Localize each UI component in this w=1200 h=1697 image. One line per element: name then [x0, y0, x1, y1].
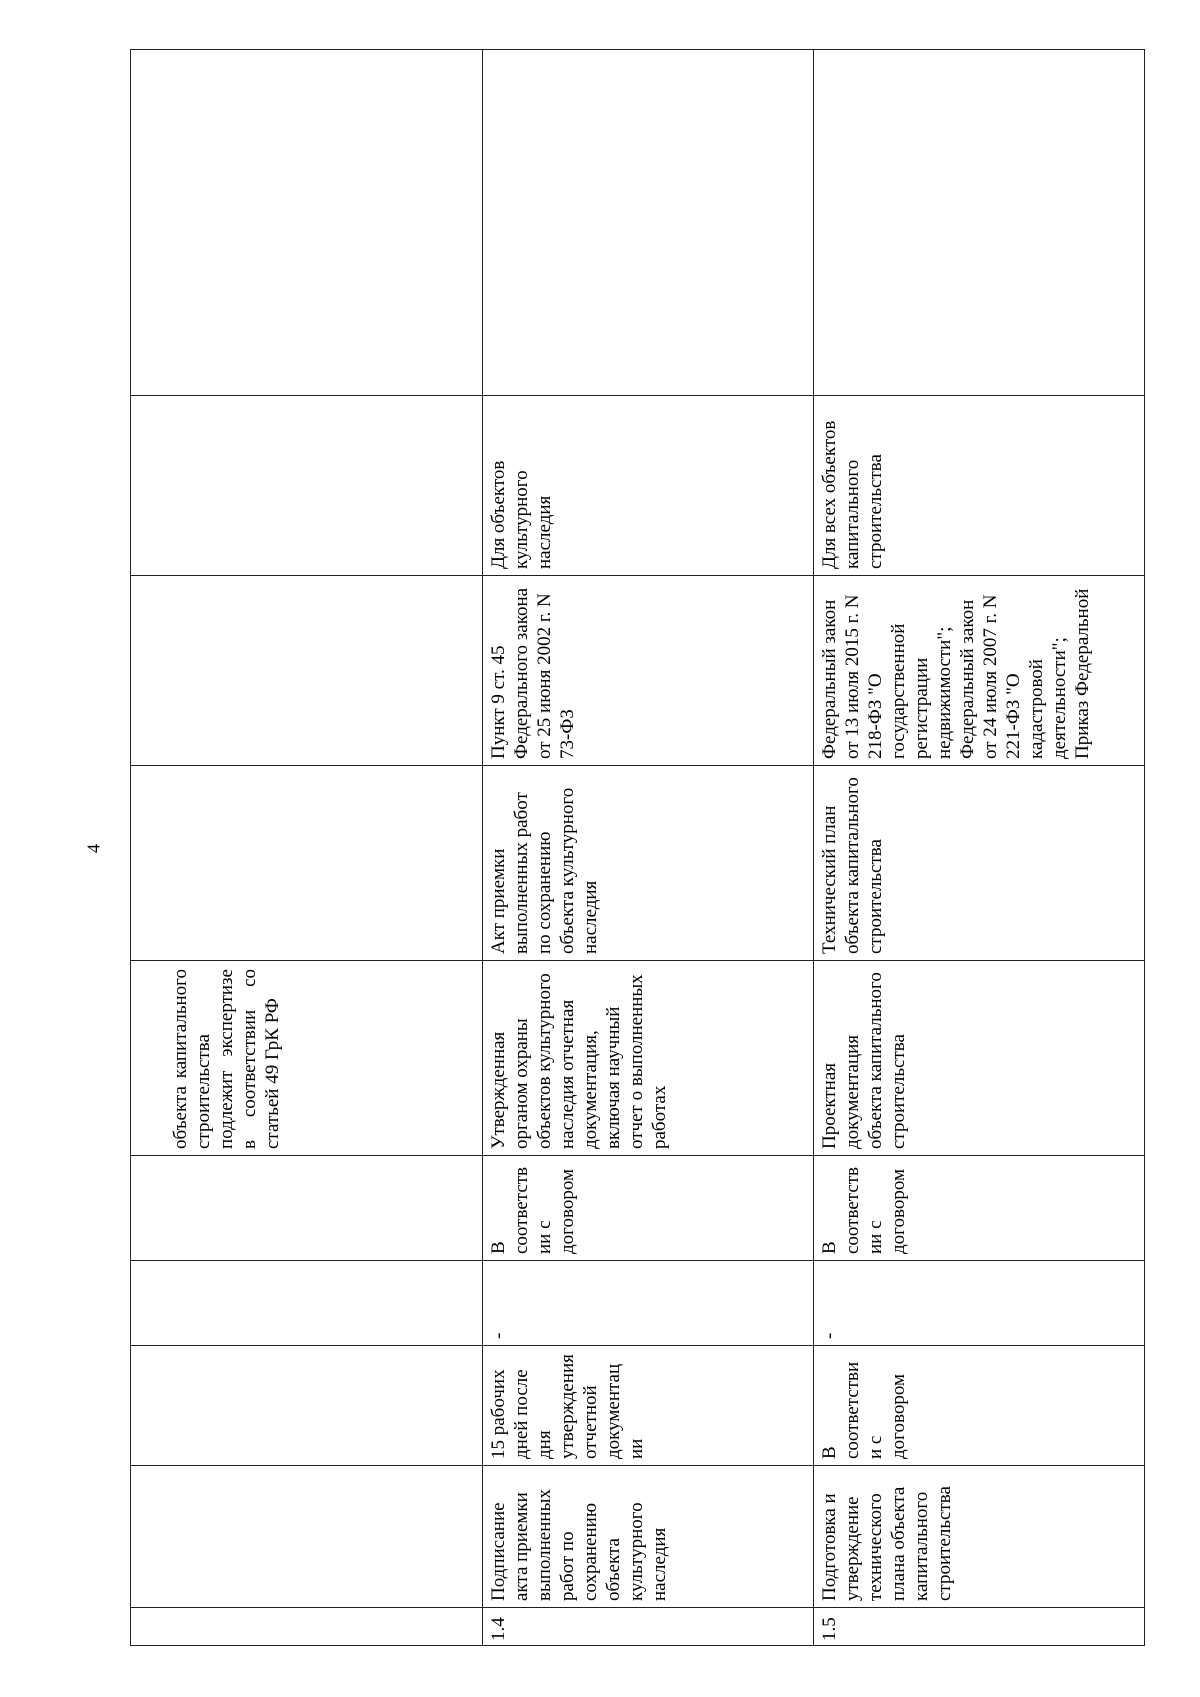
- cell-applicability: Для объектов культурного наследия: [483, 396, 814, 576]
- cell-cost: В соответствии с договором: [483, 1156, 814, 1261]
- cell-number: 1.4: [483, 1608, 814, 1646]
- cell-fee: -: [483, 1261, 814, 1346]
- cell-result: [131, 766, 483, 961]
- cell-cost: [131, 1156, 483, 1261]
- cell-term: [131, 1346, 483, 1466]
- cell-fee: [131, 1261, 483, 1346]
- table-row-continuation: [131, 50, 483, 1646]
- cell-number: 1.5: [814, 1608, 1145, 1646]
- cell-input-documents: объекта капитального строительства подлежит экспертизе в соответствии со статьей 49 ГрК РФ: [131, 961, 483, 1156]
- table-row: [814, 50, 1145, 1646]
- cell-result: Акт приемки выполненных работ по сохранению объекта культурного наследия: [483, 766, 814, 961]
- cell-stage: Подписание акта приемки выполненных работ по сохранению объекта культурного наследия: [483, 1466, 814, 1608]
- cell-legal-basis: Федеральный закон от 13 июля 2015 г. N 218-ФЗ "О государственной регистрации недвижимости"; Федеральный закон от 24 июля 2007 г. N 221-ФЗ "О кадастровой деятельности"; Приказ Федеральной: [814, 576, 1145, 766]
- cell-fee: -: [814, 1261, 1145, 1346]
- cell-note: [814, 50, 1145, 396]
- cell-term: В соответствии с договором: [814, 1346, 1145, 1466]
- cell-stage: Подготовка и утверждение технического плана объекта капитального строительства: [814, 1466, 1145, 1608]
- cell-stage: [131, 1466, 483, 1608]
- cell-applicability: [131, 396, 483, 576]
- cell-note: [483, 50, 814, 396]
- cell-number: [131, 1608, 483, 1646]
- page-number: 4: [83, 844, 104, 853]
- cell-legal-basis: Пункт 9 ст. 45 Федерального закона от 25 июня 2002 г. N 73-ФЗ: [483, 576, 814, 766]
- cell-term: 15 рабочих дней после дня утверждения отчетной документации: [483, 1346, 814, 1466]
- cell-note: [131, 50, 483, 396]
- procedure-table: [130, 49, 1145, 1646]
- document-table-wrapper: [130, 50, 1144, 1646]
- cell-input-documents: Утвержденная органом охраны объектов культурного наследия отчетная документация, включая научный отчет о выполненных работах: [483, 961, 814, 1156]
- cell-result: Технический план объекта капитального строительства: [814, 766, 1145, 961]
- cell-input-documents: Проектная документация объекта капитального строительства: [814, 961, 1145, 1156]
- cell-applicability: Для всех объектов капитального строительства: [814, 396, 1145, 576]
- table-row: [483, 50, 814, 1646]
- cell-legal-basis: [131, 576, 483, 766]
- cell-cost: В соответствии с договором: [814, 1156, 1145, 1261]
